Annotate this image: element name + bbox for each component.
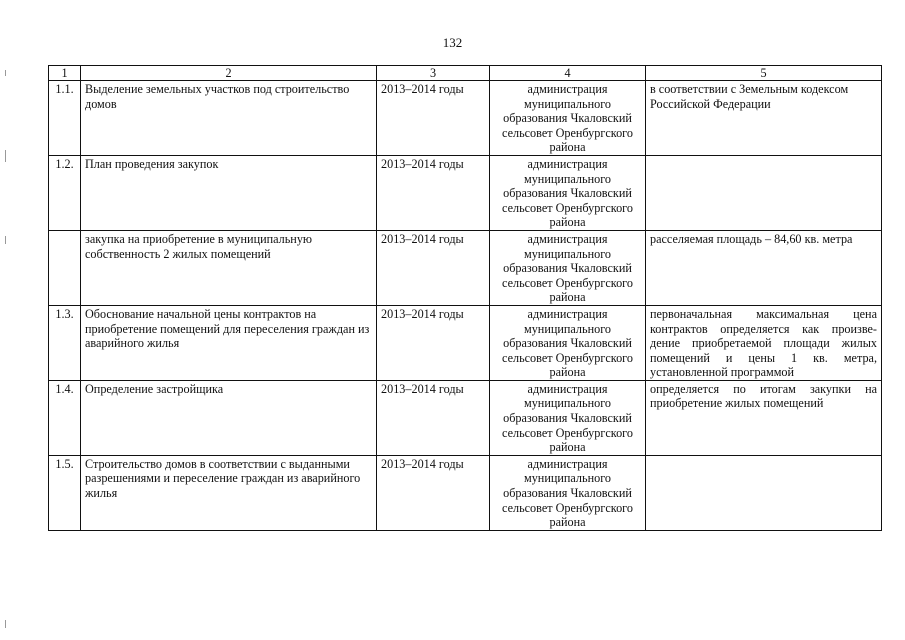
executor-cell: администрация муниципального образования Чкаловский сельсовет Оренбургского района: [490, 455, 646, 530]
period-cell: 2013–2014 годы: [377, 230, 490, 305]
executor-cell: администрация муниципального образования Чкаловский сельсовет Оренбургского района: [490, 380, 646, 455]
row-number: 1.5.: [49, 455, 81, 530]
row-number: 1.4.: [49, 380, 81, 455]
action-cell: Выделение земельных участков под строительство домов: [81, 81, 377, 156]
note-cell: первоначальная максимальная цена контрактов определяется как произве-дение приобретаемой площади жилых помещений и цены 1 кв. метра, установленной программой: [646, 305, 882, 380]
row-number: [49, 230, 81, 305]
period-cell: 2013–2014 годы: [377, 155, 490, 230]
note-cell: расселяемая площадь – 84,60 кв. метра: [646, 230, 882, 305]
table-header-row: [49, 66, 882, 81]
executor-cell: администрация муниципального образования Чкаловский сельсовет Оренбургского района: [490, 155, 646, 230]
note-cell: в соответствии с Земельным кодексом Российской Федерации: [646, 81, 882, 156]
executor-cell: администрация муниципального образования Чкаловский сельсовет Оренбургского района: [490, 305, 646, 380]
column-header: 1: [49, 66, 81, 81]
scan-speck: [5, 150, 6, 162]
plan-table: [48, 65, 882, 531]
period-cell: 2013–2014 годы: [377, 81, 490, 156]
note-cell: [646, 155, 882, 230]
page-number: 132: [442, 35, 463, 50]
note-cell: [646, 455, 882, 530]
row-number: 1.2.: [49, 155, 81, 230]
column-header: 3: [377, 66, 490, 81]
column-header: 4: [490, 66, 646, 81]
table-row: [49, 380, 882, 455]
action-cell: План проведения закупок: [81, 155, 377, 230]
action-cell: Определение застройщика: [81, 380, 377, 455]
table-row: [49, 155, 882, 230]
period-cell: 2013–2014 годы: [377, 455, 490, 530]
note-cell: определяется по итогам закупки на приобретение жилых помещений: [646, 380, 882, 455]
action-cell: Строительство домов в соответствии с выданными разрешениями и переселение граждан из аварийного жилья: [81, 455, 377, 530]
table-row: [49, 305, 882, 380]
action-cell: Обоснование начальной цены контрактов на приобретение помещений для переселения граждан из аварийного жилья: [81, 305, 377, 380]
executor-cell: администрация муниципального образования Чкаловский сельсовет Оренбургского района: [490, 81, 646, 156]
table-row: [49, 230, 882, 305]
column-header: 2: [81, 66, 377, 81]
period-cell: 2013–2014 годы: [377, 305, 490, 380]
scan-speck: [5, 620, 6, 628]
row-number: 1.3.: [49, 305, 81, 380]
action-cell: закупка на приобретение в муниципальную собственность 2 жилых помещений: [81, 230, 377, 305]
scan-speck: [5, 70, 6, 76]
executor-cell: администрация муниципального образования Чкаловский сельсовет Оренбургского района: [490, 230, 646, 305]
table-row: [49, 455, 882, 530]
row-number: 1.1.: [49, 81, 81, 156]
scan-speck: [5, 236, 6, 244]
period-cell: 2013–2014 годы: [377, 380, 490, 455]
table-row: [49, 81, 882, 156]
column-header: 5: [646, 66, 882, 81]
